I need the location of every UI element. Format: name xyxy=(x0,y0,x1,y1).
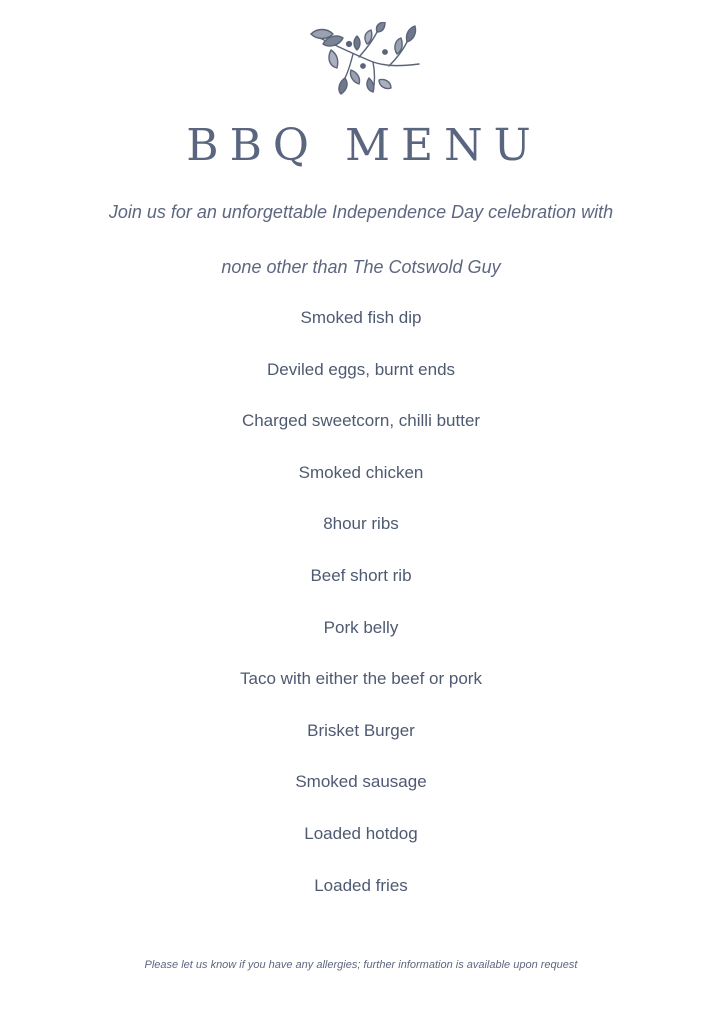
menu-item: Brisket Burger xyxy=(307,720,415,740)
menu-item: Loaded hotdog xyxy=(304,823,418,843)
menu-item: Loaded fries xyxy=(314,875,408,895)
menu-list xyxy=(0,305,722,924)
leafy-branch-icon xyxy=(293,22,429,100)
menu-item: Smoked fish dip xyxy=(300,308,422,327)
intro-line-1: Join us for an unforgettable Independence Day celebration with xyxy=(108,202,614,222)
menu-item: Deviled eggs, burnt ends xyxy=(266,359,456,379)
menu-item: Smoked sausage xyxy=(295,772,427,792)
menu-item: Smoked chicken xyxy=(298,462,424,482)
menu-item: Charged sweetcorn, chilli butter xyxy=(241,411,481,431)
intro-line-2: none other than The Cotswold Guy xyxy=(221,257,501,277)
menu-item: Pork belly xyxy=(323,617,399,637)
menu-item: Taco with either the beef or pork xyxy=(240,669,482,689)
page-title: BBQ MENU xyxy=(186,120,542,171)
allergy-note: Please let us know if you have any allergies; further information is available upon request xyxy=(144,959,578,971)
menu-item: Beef short rib xyxy=(310,565,412,585)
menu-item: 8hour ribs xyxy=(323,514,399,534)
